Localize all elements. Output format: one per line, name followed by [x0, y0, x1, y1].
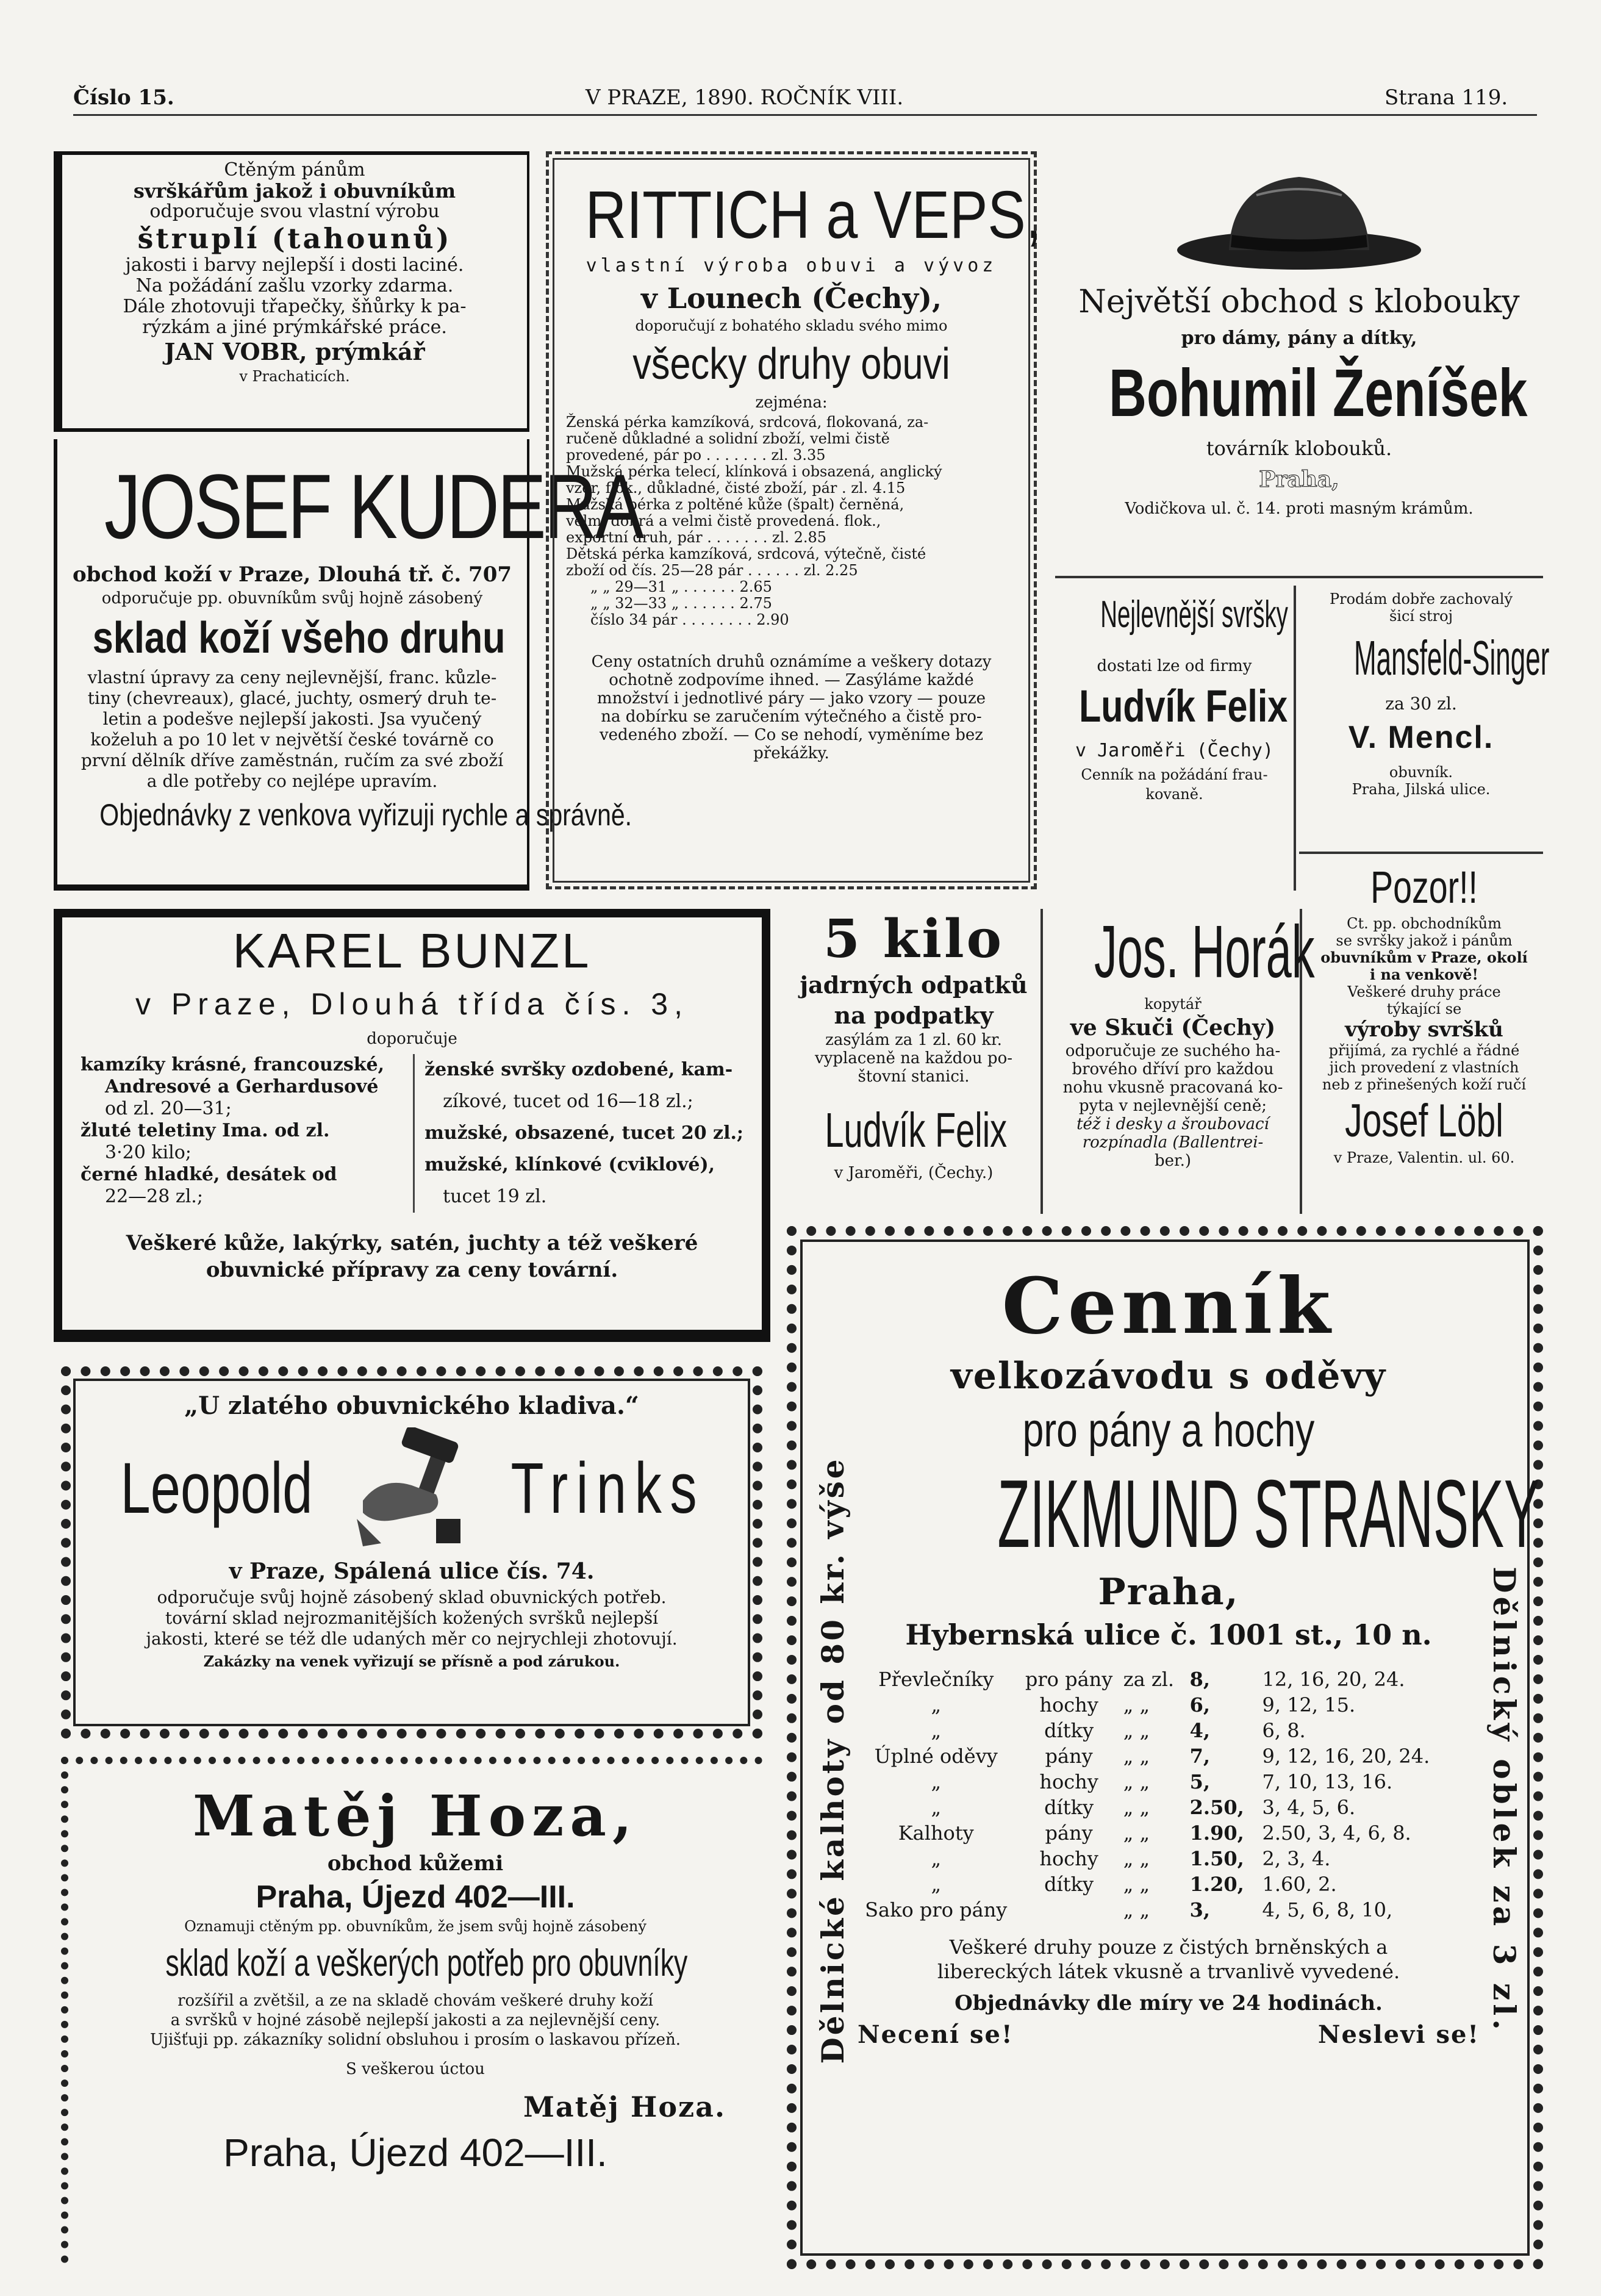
- zenisek-name: Bohumil Ženíšek: [1109, 356, 1528, 431]
- rittich-foot: množství i jednotlivé páry — jako vzory — pouze: [596, 689, 986, 708]
- rittich-item: velmi dobrá a velmi čistě provedená. flok.,: [566, 512, 881, 529]
- lobl-name: Josef Löbl: [1345, 1095, 1503, 1147]
- stransky-price-row: [858, 1897, 1480, 1923]
- stransky-cell-rest: 4, 5, 6, 8, 10,: [1262, 1898, 1393, 1921]
- stransky-cell-rest: 7, 10, 13, 16.: [1262, 1770, 1393, 1793]
- ad-rittich: [546, 151, 1042, 889]
- bunzl-col-right: [415, 1054, 743, 1213]
- stransky-cell-pre: „ „: [1123, 1745, 1150, 1768]
- bunzl-right-item: mužské, obsazené, tucet 20 zl.;: [424, 1122, 743, 1144]
- bunzl-rec: doporučuje: [367, 1030, 457, 1048]
- trinks-name-row: [71, 1421, 753, 1555]
- stransky-cell-bold: 5,: [1189, 1770, 1211, 1793]
- rittich-price-list: [549, 414, 1034, 628]
- kilo-line: štovní stanici.: [858, 1067, 970, 1086]
- hoza-line: a svršků v hojné zásobě nejlepší jakosti a za nejlevnější ceny.: [170, 2011, 661, 2029]
- stransky-cell-bold: 1.20,: [1189, 1873, 1244, 1896]
- rittich-item: Ženská pérka kamzíková, srdcová, flokovaná, za-: [566, 414, 929, 431]
- stransky-cell-rest: 2, 3, 4.: [1262, 1847, 1331, 1870]
- hoza-foot: Praha, Újezd 402—III.: [223, 2131, 607, 2175]
- kudera-line: vlastní úpravy za ceny nejlevnější, franc. kůzle-: [87, 667, 497, 687]
- stransky-price-row: [858, 1795, 1480, 1820]
- kudera-line: letin a podešve nejlepší jakosti. Jsa vyučený: [102, 709, 482, 729]
- bunzl-addr: v Praze, Dlouhá třída čís. 3,: [135, 987, 689, 1021]
- kudera-name: JOSEF KUDERA: [104, 455, 642, 558]
- bunzl-left-item: černé hladké, desátek od: [81, 1164, 337, 1185]
- vobr-line: svrškářům jakož i obuvníkům: [133, 179, 456, 203]
- vobr-line: štruplí (tahounů): [137, 222, 452, 255]
- issue-date: V PRAZE, 1890. ROČNÍK VIII.: [586, 85, 904, 110]
- kudera-foot: Objednávky z venkova vyřizuji rychle a správně.: [99, 798, 632, 832]
- stransky-cell-who: hochy: [1039, 1847, 1098, 1870]
- stransky-cell-bold: 1.50,: [1189, 1847, 1244, 1870]
- ad-lobl: [1305, 860, 1543, 1214]
- stransky-cell-item: „: [931, 1796, 942, 1819]
- stransky-cell-bold: 4,: [1189, 1719, 1211, 1742]
- stransky-cell-rest: 6, 8.: [1262, 1719, 1306, 1742]
- kilo-line: zasýlám za 1 zl. 60 kr.: [825, 1031, 1002, 1049]
- stransky-cell-who: hochy: [1039, 1770, 1098, 1793]
- horak-line: rozpínadla (Ballentrei-: [1082, 1133, 1264, 1152]
- stransky-cell-item: „: [931, 1873, 942, 1896]
- stransky-price-row: [858, 1846, 1480, 1871]
- rittich-foot: ochotně zodpovíme ihned. — Zasýláme každé: [609, 671, 974, 689]
- page-number: Strana 119.: [1384, 85, 1508, 110]
- zenisek-line: Vodičkova ul. č. 14. proti masným krámům.: [1125, 500, 1474, 518]
- mencl-line: šicí stroj: [1389, 608, 1453, 625]
- rittich-item: Mužská pérka z poltěné kůže (špalt) černěná,: [566, 496, 904, 513]
- felix1-line: v Jaroměři (Čechy): [1075, 740, 1274, 761]
- rittich-foot: překážky.: [753, 744, 829, 762]
- stransky-cell-who: pány: [1045, 1745, 1093, 1768]
- bunzl-foot: Veškeré kůže, lakýrky, satén, juchty a též veškeré: [126, 1231, 698, 1255]
- stransky-side-text: Dělnický oblek za 3 zl.: [1486, 1566, 1522, 2034]
- ad-zenisek: [1055, 151, 1543, 578]
- rittich-big: všecky druhy obuvi: [632, 340, 950, 389]
- ad-horak: [1046, 909, 1315, 1214]
- stransky-cell-bold: 7,: [1189, 1745, 1211, 1768]
- zenisek-line: pro dámy, pány a dítky,: [1181, 328, 1417, 349]
- lobl-line: i na venkově!: [1370, 966, 1478, 983]
- stransky-cell-rest: 12, 16, 20, 24.: [1262, 1668, 1405, 1691]
- stransky-cell-bold: 6,: [1189, 1693, 1211, 1717]
- stransky-cell-who: [1014, 1897, 1123, 1923]
- trinks-line: „U zlatého obuvnického kladiva.“: [184, 1391, 639, 1420]
- lobl-line: týkající se: [1386, 1000, 1462, 1017]
- vobr-name: JAN VOBR, prýmkář: [164, 338, 425, 365]
- stransky-line: Hybernská ulice č. 1001 st., 10 n.: [905, 1618, 1432, 1651]
- stransky-line: velkozávodu s oděvy: [950, 1355, 1387, 1397]
- stransky-price-row: [858, 1743, 1480, 1769]
- rittich-item: Dětská pérka kamzíková, srdcová, výtečně, čisté: [566, 545, 926, 562]
- stransky-cell-who: dítky: [1044, 1796, 1094, 1819]
- ad-vobr: [54, 151, 529, 432]
- felix1-line: Cenník na požádání frau-: [1081, 766, 1268, 783]
- stransky-cell-rest: 3, 4, 5, 6.: [1262, 1796, 1356, 1819]
- stransky-cell-pre: „ „: [1123, 1898, 1150, 1921]
- stransky-cell-pre: „ „: [1123, 1847, 1150, 1870]
- kilo-name: Ludvík Felix: [825, 1103, 1008, 1157]
- lobl-line: Veškeré druhy práce: [1347, 983, 1501, 1000]
- kudera-line: první dělník dříve zaměstnán, ručím za své zboží: [81, 750, 504, 770]
- stransky-cell-who: pro pány: [1025, 1668, 1113, 1691]
- bunzl-right-item: zíkové, tucet od 16—18 zl.;: [443, 1091, 693, 1112]
- horak-line: ve Skuči (Čechy): [1070, 1015, 1276, 1041]
- vobr-line: odporučuje svou vlastní výrobu: [149, 201, 440, 222]
- horak-line: odporučuje ze suchého ha-: [1065, 1042, 1281, 1060]
- rittich-item: vzor, flok., důkladné, čisté zboží, pár . zl. 4.15: [566, 479, 906, 497]
- stransky-foot: Veškeré druhy pouze z čistých brněnských a: [949, 1935, 1388, 1959]
- stransky-foot-row: [858, 2020, 1480, 2049]
- hoza-line: rozšířil a zvětšil, a ze na skladě chovám veškeré druhy koží: [177, 1992, 653, 2010]
- lobl-line: jich provedení z vlastních: [1329, 1059, 1519, 1076]
- hoza-name: Matěj Hoza,: [193, 1783, 638, 1849]
- bunzl-name: KAREL BUNZL: [232, 924, 592, 978]
- trinks-line: odporučuje svůj hojně zásobený sklad obuvnických potřeb.: [157, 1587, 667, 1607]
- vobr-line: Ctěným pánům: [224, 159, 365, 181]
- bunzl-right-item: ženské svršky ozdobené, kam-: [424, 1059, 733, 1080]
- bunzl-left-item: 3·20 kilo;: [105, 1142, 192, 1163]
- rittich-foot: vedeného zboží. — Co se nehodí, vyměníme bez: [599, 726, 984, 744]
- issue-number: Číslo 15.: [73, 85, 174, 110]
- rittich-line: doporučují z bohatého skladu svého mimo: [635, 317, 948, 334]
- trinks-line: tovární sklad nejrozmanitějších kožených svršků nejlepší: [165, 1608, 659, 1628]
- horak-name: Jos. Horák: [1094, 910, 1315, 993]
- rittich-line: vlastní výroba obuvi a vývoz: [586, 255, 997, 276]
- stransky-cell-who: dítky: [1044, 1873, 1094, 1896]
- ad-felix-svrsky: [1055, 586, 1296, 891]
- stransky-cell-pre: „ „: [1123, 1770, 1150, 1793]
- hoza-line: obchod kůžemi: [327, 1851, 504, 1876]
- horak-line: brového dříví pro každou: [1072, 1060, 1274, 1078]
- stransky-cell-pre: za zl.: [1123, 1668, 1175, 1691]
- bunzl-right-item: mužské, klínkové (cviklové),: [424, 1154, 715, 1175]
- rittich-item: zboží od čís. 25—28 pár . . . . . . zl. 2.25: [566, 562, 858, 579]
- mencl-big: Mansfeld-Singer: [1354, 631, 1550, 685]
- stransky-cell-pre: „ „: [1123, 1796, 1150, 1819]
- stransky-price-row: [858, 1692, 1480, 1718]
- vobr-line: Dále zhotovuji třapečky, šňůrky k pa-: [123, 296, 467, 317]
- hoza-line: Ujišťuji pp. zákazníky solidní obsluhou i prosím o laskavou přízeň.: [150, 2031, 681, 2049]
- kudera-line: obchod koží v Praze, Dlouhá tř. č. 707: [72, 562, 512, 587]
- stransky-cell-pre: „ „: [1123, 1821, 1150, 1845]
- mencl-line: obuvník.: [1389, 764, 1453, 781]
- rittich-item: Mužská pérka telecí, klínková i obsazená, anglický: [566, 463, 942, 480]
- ad-hoza: [61, 1757, 762, 2263]
- felix1-line: dostati lze od firmy: [1097, 657, 1252, 675]
- stransky-price-row: [858, 1718, 1480, 1743]
- kudera-big: sklad koží všeho druhu: [92, 614, 506, 662]
- bunzl-foot: obuvnické přípravy za ceny tovární.: [206, 1258, 618, 1282]
- vobr-line: rýzkám a jiné prýmkářské práce.: [142, 317, 447, 338]
- stransky-left-side: [815, 1394, 851, 2126]
- felix1-head: Nejlevnější svršky: [1100, 594, 1288, 636]
- stransky-foot: Neslevi se!: [1317, 2020, 1480, 2049]
- stransky-price-table: [858, 1666, 1480, 1923]
- mencl-name: V. Mencl.: [1348, 720, 1494, 755]
- rittich-item: ručeně důkladné a solidní zboží, velmi čistě: [566, 430, 890, 447]
- lobl-place: v Praze, Valentin. ul. 60.: [1333, 1149, 1515, 1166]
- hoza-line: S veškerou úctou: [346, 2060, 485, 2078]
- mencl-line: Praha, Jilská ulice.: [1352, 781, 1491, 798]
- stransky-cell-pre: „ „: [1123, 1693, 1150, 1717]
- felix1-name: Ludvík Felix: [1079, 681, 1288, 731]
- stransky-side-text: Dělnické kalhoty od 80 kr. výše: [815, 1457, 851, 2064]
- bunzl-left-item: žluté teletiny Ima. od zl.: [81, 1120, 330, 1141]
- stransky-cell-item: „: [931, 1693, 942, 1717]
- felix1-line: kovaně.: [1145, 786, 1203, 803]
- stransky-price-row: [858, 1871, 1480, 1897]
- stransky-line: Praha,: [1098, 1571, 1239, 1613]
- stransky-cell-pre: „ „: [1123, 1873, 1150, 1896]
- trinks-last-name: Trinks: [510, 1448, 706, 1529]
- ad-trinks: [61, 1366, 762, 1738]
- kilo-big: 5 kilo: [823, 908, 1005, 970]
- vobr-line: Na požádání zašlu vzorky zdarma.: [135, 275, 454, 296]
- stransky-cell-item: „: [931, 1719, 942, 1742]
- stransky-foot: libereckých látek vkusně a trvanlivě vyvedené.: [937, 1960, 1400, 1983]
- lobl-line: výroby svršků: [1345, 1017, 1503, 1042]
- lobl-line: přijímá, za rychlé a řádné: [1328, 1042, 1520, 1059]
- rittich-item: provedené, pár po . . . . . . . zl. 3.35: [566, 447, 826, 464]
- rittich-name: RITTICH a VEPS,: [585, 178, 1042, 253]
- bunzl-right-item: tucet 19 zl.: [443, 1186, 547, 1207]
- trinks-line: v Praze, Spálená ulice čís. 74.: [229, 1559, 595, 1584]
- page-header: [73, 85, 1537, 116]
- ad-bunzl: [54, 909, 770, 1342]
- stransky-price-row: [858, 1820, 1480, 1846]
- lobl-line: neb z přinešených koží ručí: [1322, 1076, 1527, 1093]
- rittich-item: „ „ 32—33 „ . . . . . . 2.75: [590, 595, 772, 612]
- stransky-price-row: [858, 1769, 1480, 1795]
- zenisek-line: Největší obchod s klobouky: [1078, 284, 1520, 320]
- stransky-cell-item: „: [931, 1770, 942, 1793]
- kudera-line: odporučuje pp. obuvníkům svůj hojně zásobený: [101, 589, 483, 608]
- rittich-foot: na dobírku se zaručením výtečného a čistě pro-: [601, 708, 982, 726]
- kilo-line: jadrných odpatků: [800, 971, 1028, 999]
- stransky-cell-rest: 1.60, 2.: [1262, 1873, 1337, 1896]
- stransky-cell-item: Sako pro pány: [865, 1898, 1008, 1921]
- hoza-signature: Matěj Hoza.: [523, 2090, 726, 2123]
- stransky-cell-who: hochy: [1039, 1693, 1098, 1717]
- vobr-place: v Prachaticích.: [239, 368, 350, 385]
- mencl-line: za 30 zl.: [1385, 694, 1457, 714]
- lobl-line: Ct. pp. obchodníkům: [1347, 915, 1502, 932]
- horak-line: kopytář: [1144, 996, 1202, 1013]
- kudera-line: tiny (chevreaux), glacé, juchty, osmerý druh te-: [87, 688, 497, 708]
- ad-five-kilo: [787, 909, 1043, 1214]
- hammer-hand-icon: [345, 1427, 479, 1549]
- rittich-item: exportní druh, pár . . . . . . . zl. 2.85: [566, 529, 827, 546]
- stransky-cell-pre: „ „: [1123, 1719, 1150, 1742]
- ad-stransky: [787, 1226, 1543, 2269]
- stransky-cell-item: Úplné oděvy: [874, 1745, 998, 1768]
- kudera-line: a dle potřeby co nejlépe upravím.: [146, 771, 438, 791]
- ad-kudera: [54, 439, 642, 891]
- stransky-price-row: [858, 1666, 1480, 1692]
- trinks-line: jakosti, které se též dle udaných měr co nejrychleji zhotovují.: [146, 1629, 678, 1649]
- horak-line: pyta v nejlevnější ceně;: [1078, 1097, 1267, 1115]
- stransky-foot: Necení se!: [858, 2020, 1014, 2049]
- vobr-line: jakosti i barvy nejlepší i dosti laciné.: [125, 254, 464, 276]
- rittich-line: zejména:: [755, 393, 828, 412]
- stransky-cell-bold: 8,: [1189, 1668, 1211, 1691]
- stransky-head: Cenník: [1001, 1261, 1336, 1351]
- lobl-line: se svršky jakož i pánům: [1336, 932, 1513, 949]
- stransky-cell-rest: 2.50, 3, 4, 6, 8.: [1262, 1821, 1411, 1845]
- bunzl-left-item: 22—28 zl.;: [105, 1186, 203, 1207]
- bunzl-left-item: Andresové a Gerhardusové: [105, 1076, 379, 1097]
- stransky-cell-bold: 3,: [1189, 1898, 1211, 1921]
- stransky-line: pro pány a hochy: [1022, 1403, 1315, 1457]
- ad-mencl: [1299, 586, 1550, 854]
- hoza-line: Oznamuji ctěným pp. obuvníkům, že jsem svůj hojně zásobený: [184, 1918, 646, 1935]
- zenisek-line: Praha,: [1259, 467, 1339, 492]
- stransky-name: ZIKMUND STRANSKY: [997, 1460, 1539, 1568]
- kilo-place: v Jaroměři, (Čechy.): [834, 1164, 994, 1182]
- kudera-line: koželuh a po 10 let v největší české továrně co: [90, 730, 494, 750]
- stransky-cell-rest: 9, 12, 15.: [1262, 1693, 1356, 1717]
- horak-line: ber.): [1154, 1152, 1191, 1170]
- horak-line: nohu vkusně pracovaná ko-: [1062, 1078, 1283, 1097]
- rittich-line: v Lounech (Čechy),: [641, 282, 942, 315]
- stransky-cell-rest: 9, 12, 16, 20, 24.: [1262, 1745, 1430, 1768]
- hoza-line: Praha, Újezd 402—III.: [256, 1879, 575, 1915]
- stransky-cell-item: „: [931, 1847, 942, 1870]
- horak-line: též i desky a šroubovací: [1076, 1115, 1269, 1133]
- rittich-item: „ „ 29—31 „ . . . . . . 2.65: [590, 578, 772, 595]
- kilo-line: na podpatky: [834, 1002, 994, 1029]
- zenisek-line: továrník klobouků.: [1206, 437, 1392, 460]
- trinks-line: Zakázky na venek vyřizují se přísně a pod zárukou.: [203, 1652, 620, 1670]
- stransky-right-side: [1486, 1480, 1522, 2120]
- stransky-cell-bold: 1.90,: [1189, 1821, 1244, 1845]
- stransky-cell-who: pány: [1045, 1821, 1093, 1845]
- stransky-cell-item: Kalhoty: [898, 1821, 974, 1845]
- hat-illustration: [1171, 159, 1427, 274]
- bunzl-left-item: kamzíky krásné, francouzské,: [81, 1054, 385, 1075]
- kilo-line: vyplaceně na každou po-: [814, 1049, 1013, 1067]
- stransky-cell-who: dítky: [1044, 1719, 1094, 1742]
- rittich-item: číslo 34 pár . . . . . . . . 2.90: [590, 611, 789, 628]
- lobl-head: Pozor!!: [1370, 862, 1478, 913]
- stransky-cell-item: Převlečníky: [878, 1668, 994, 1691]
- lobl-line: obuvníkům v Praze, okolí: [1320, 949, 1528, 966]
- stransky-foot: Objednávky dle míry ve 24 hodinách.: [955, 1991, 1383, 2015]
- stransky-cell-bold: 2.50,: [1189, 1796, 1244, 1819]
- trinks-first-name: Leopold: [120, 1448, 313, 1529]
- mencl-line: Prodám dobře zachovalý: [1329, 590, 1513, 608]
- bunzl-columns: [62, 1054, 762, 1213]
- bunzl-left-item: od zl. 20—31;: [105, 1098, 232, 1119]
- rittich-foot: Ceny ostatních druhů oznámíme a veškery dotazy: [591, 653, 992, 671]
- bunzl-col-left: [81, 1054, 415, 1213]
- hoza-big: sklad koží a veškerých potřeb pro obuvníky: [165, 1942, 688, 1984]
